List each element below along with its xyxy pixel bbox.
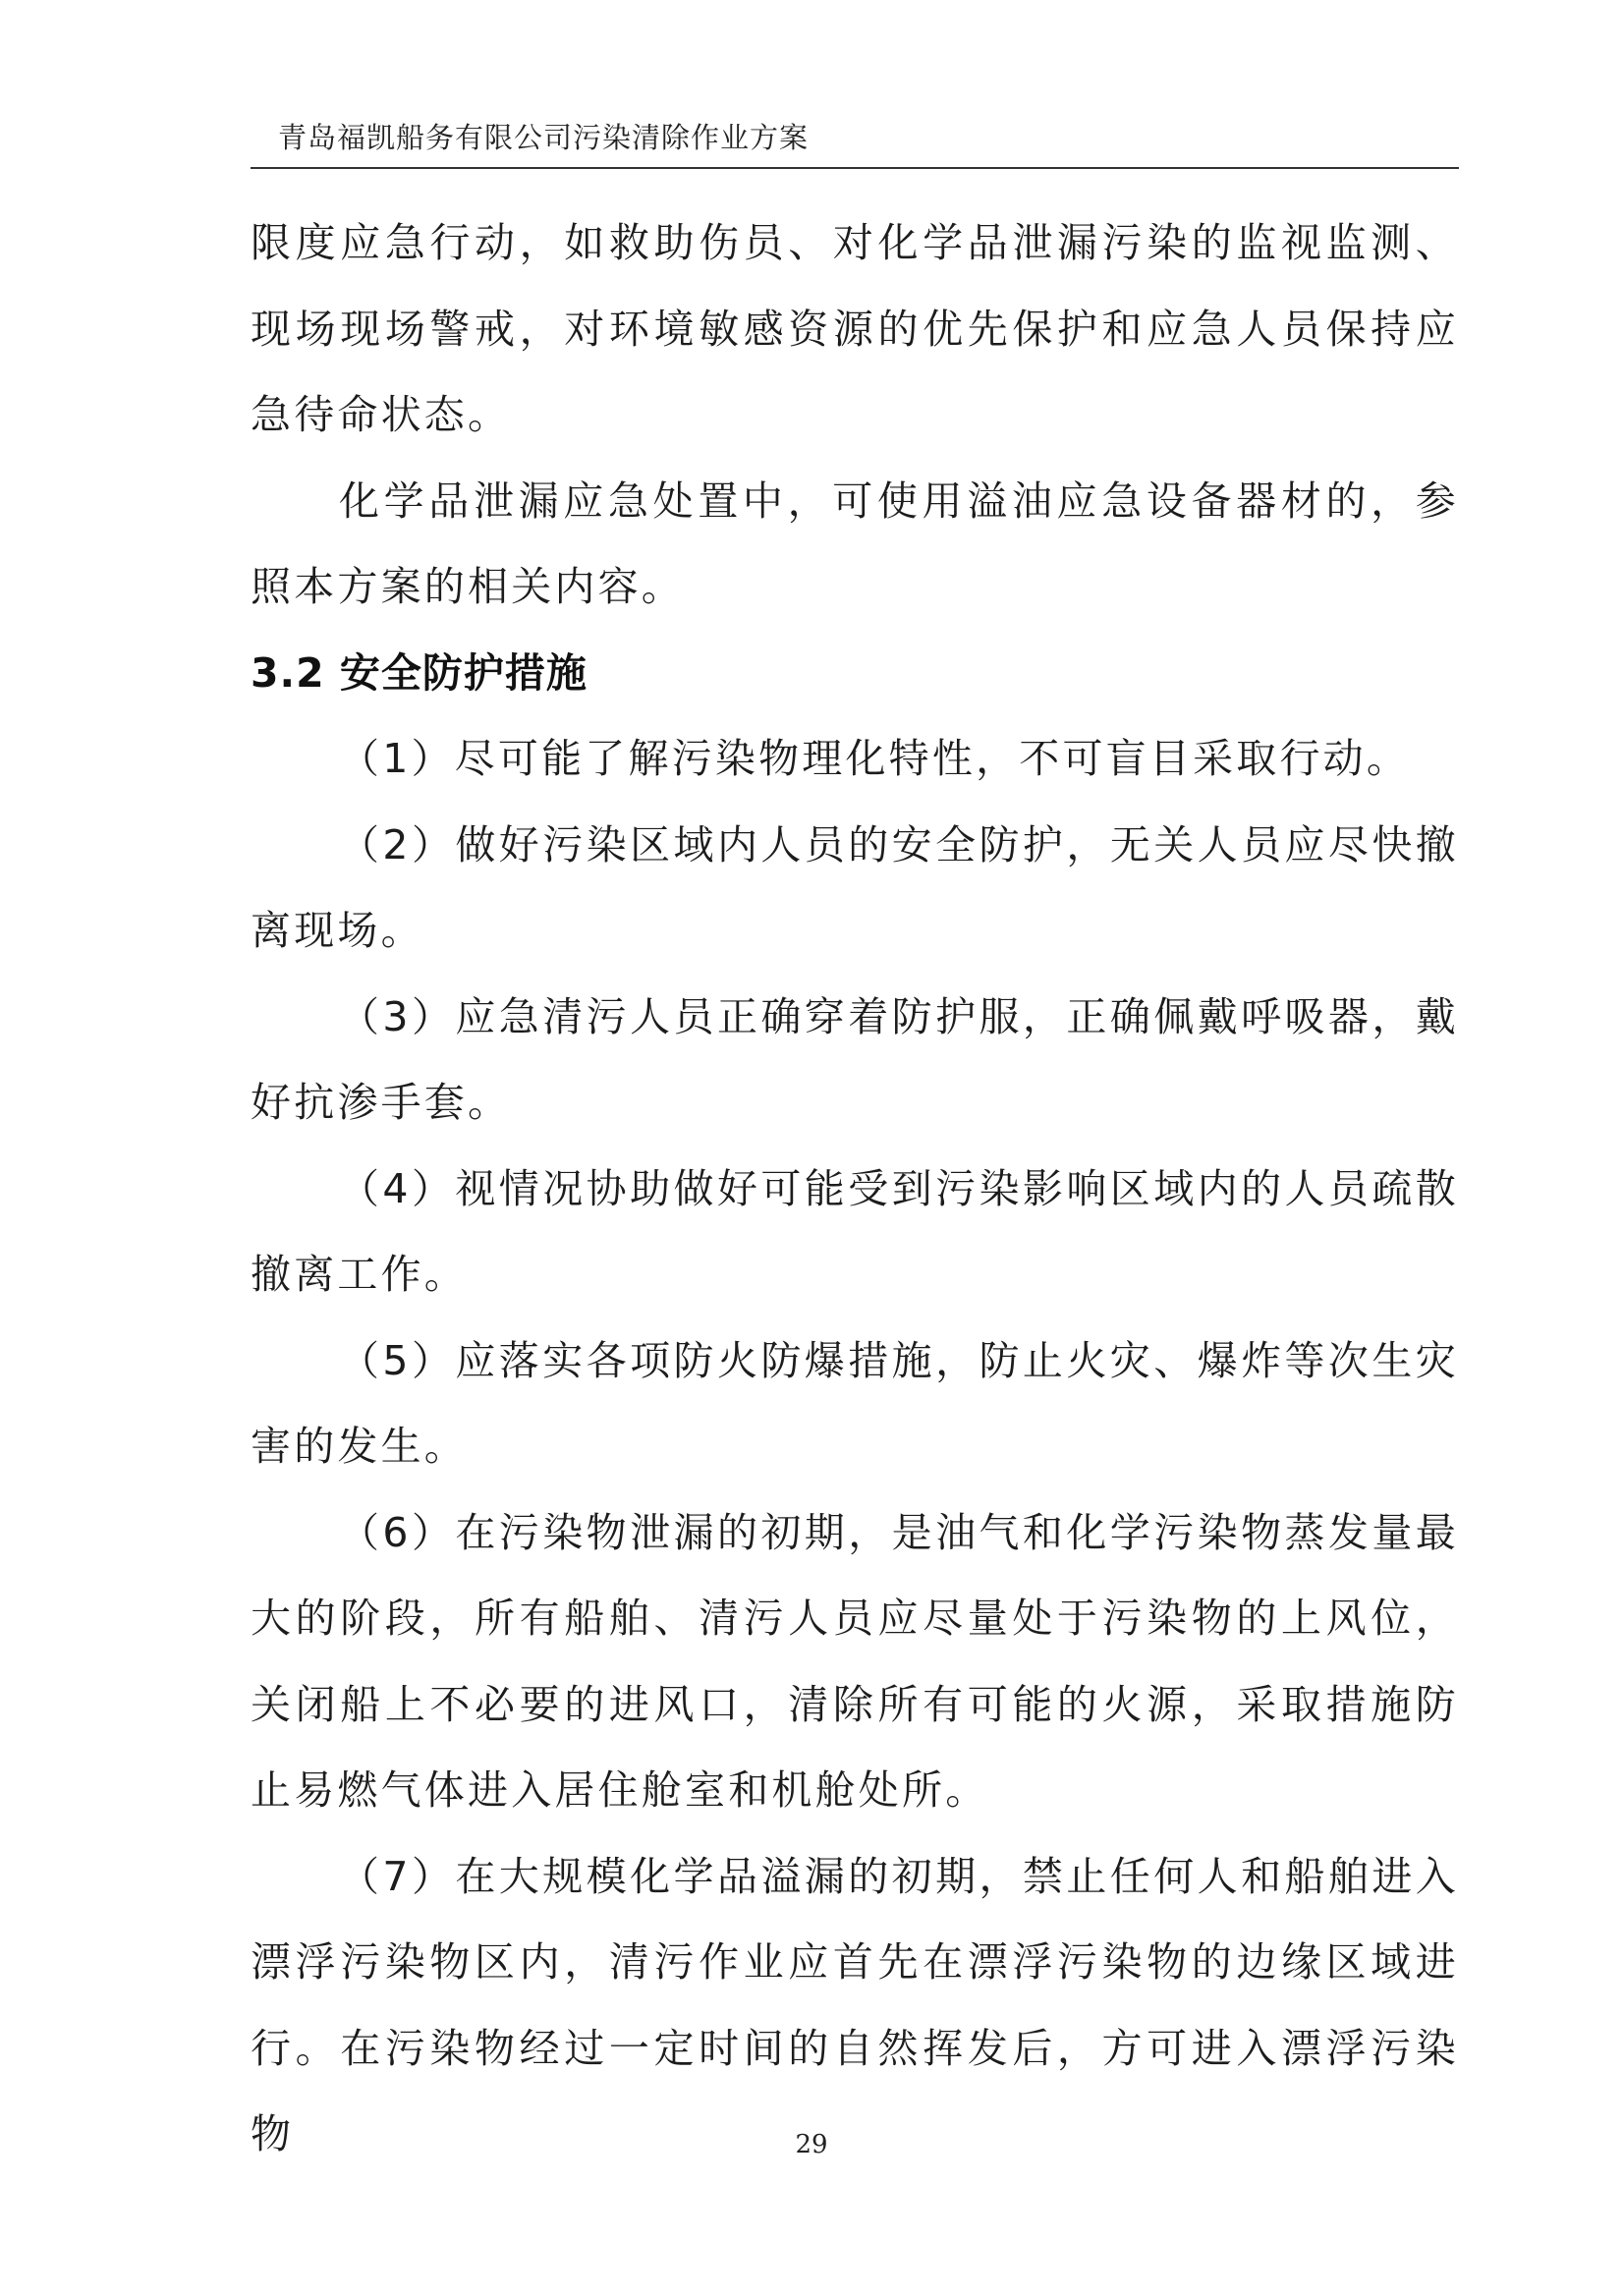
list-item: （2）做好污染区域内人员的安全防护，无关人员应尽快撤离现场。 [251, 820, 1459, 954]
body-text [251, 200, 1459, 2178]
page-header [251, 110, 1459, 169]
list-item: （6）在污染物泄漏的初期，是油气和化学污染物蒸发量最大的阶段，所有船舶、清污人员应尽量处于污染物的上风位，关闭船上不必要的进风口，清除所有可能的火源，采取措施防止易燃气体进入居住舱室和机舱处所。 [251, 1508, 1459, 1814]
list-item: （1）尽可能了解污染物理化特性，不可盲目采取行动。 [339, 735, 1411, 782]
page-number: 29 [795, 2130, 828, 2159]
header-divider [251, 167, 1459, 169]
list-item: （7）在大规模化学品溢漏的初期，禁止任何人和船舶进入漂浮污染物区内，清污作业应首先在漂浮污染物的边缘区域进行。在污染物经过一定时间的自然挥发后，方可进入漂浮污染物 [251, 1852, 1459, 2157]
list-item: （3）应急清污人员正确穿着防护服，正确佩戴呼吸器，戴好抗渗手套。 [251, 992, 1459, 1126]
paragraph-continued: 限度应急行动，如救助伤员、对化学品泄漏污染的监视监测、现场现场警戒，对环境敏感资源的优先保护和应急人员保持应急待命状态。 [251, 219, 1459, 438]
list-item: （5）应落实各项防火防爆措施，防止火灾、爆炸等次生灾害的发生。 [251, 1336, 1459, 1470]
paragraph-reference: 化学品泄漏应急处置中，可使用溢油应急设备器材的，参照本方案的相关内容。 [251, 476, 1459, 610]
list-item: （4）视情况协助做好可能受到污染影响区域内的人员疏散撤离工作。 [251, 1164, 1459, 1298]
section-heading: 3.2 安全防护措施 [251, 648, 588, 697]
header-title: 青岛福凯船务有限公司污染清除作业方案 [278, 121, 810, 154]
